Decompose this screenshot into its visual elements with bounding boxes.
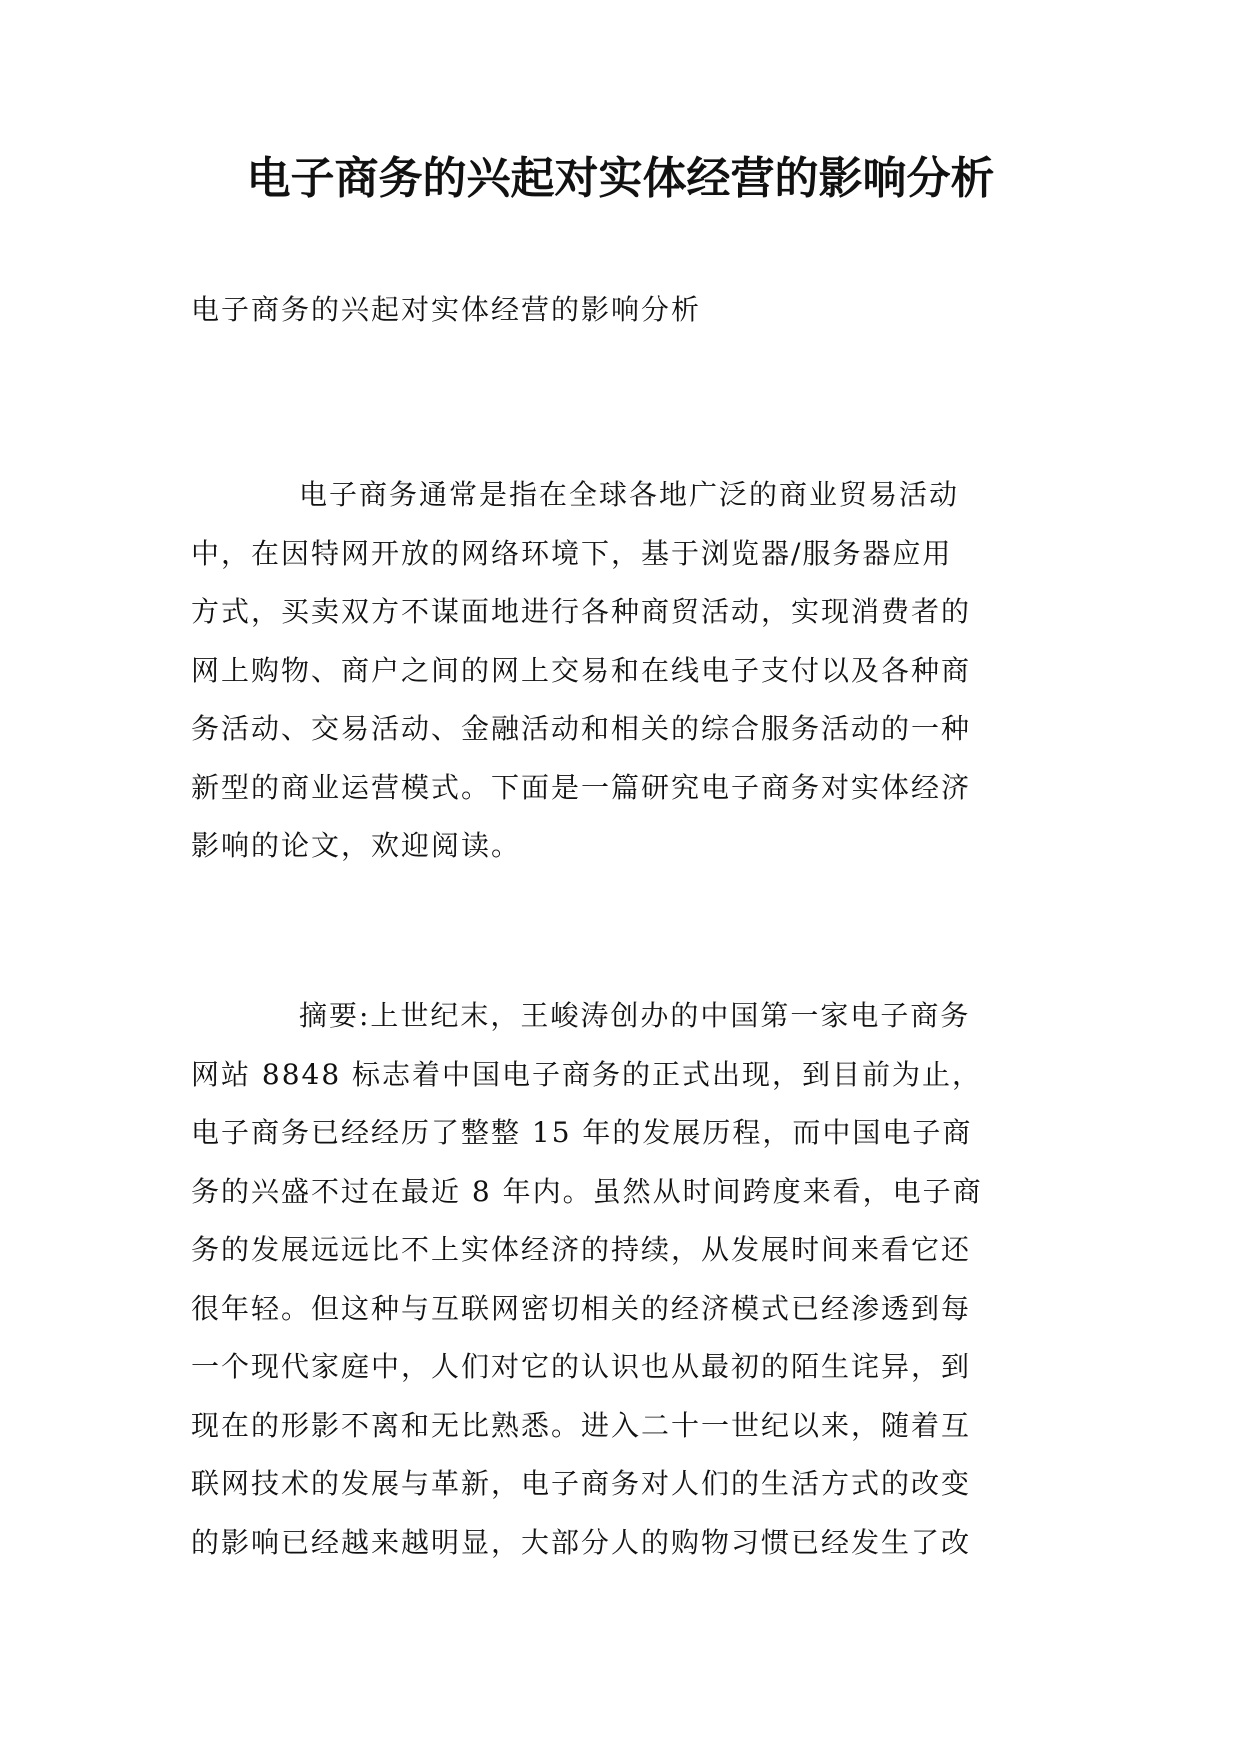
paragraph-line: 的影响已经越来越明显，大部分人的购物习惯已经发生了改 bbox=[191, 1525, 972, 1559]
paragraph-line: 现在的形影不离和无比熟悉。进入二十一世纪以来，随着互 bbox=[191, 1408, 972, 1442]
paragraph-line: 网上购物、商户之间的网上交易和在线电子支付以及各种商 bbox=[191, 653, 972, 687]
paragraph-line: 务的兴盛不过在最近 8 年内。虽然从时间跨度来看，电子商 bbox=[191, 1174, 983, 1208]
paragraph-line: 摘要:上世纪末，王峻涛创办的中国第一家电子商务 bbox=[299, 999, 971, 1032]
paragraph-line: 电子商务已经经历了整整 15 年的发展历程，而中国电子商 bbox=[191, 1116, 973, 1149]
paragraph-line: 影响的论文，欢迎阅读。 bbox=[191, 829, 522, 862]
paragraph-line: 网站 8848 标志着中国电子商务的正式出现，到目前为止， bbox=[191, 1057, 983, 1091]
paragraph-line: 新型的商业运营模式。下面是一篇研究电子商务对实体经济 bbox=[191, 770, 972, 804]
paragraph-line: 电子商务通常是指在全球各地广泛的商业贸易活动 bbox=[299, 478, 960, 511]
intro-paragraph bbox=[191, 466, 1057, 876]
document-title: 电子商务的兴起对实体经营的影响分析 bbox=[246, 153, 995, 204]
paragraph-line: 方式，买卖双方不谋面地进行各种商贸活动，实现消费者的 bbox=[191, 595, 972, 628]
paragraph-line: 很年轻。但这种与互联网密切相关的经济模式已经渗透到每 bbox=[191, 1291, 972, 1325]
paragraph-line: 务的发展远远比不上实体经济的持续，从发展时间来看它还 bbox=[191, 1233, 972, 1266]
abstract-paragraph bbox=[191, 987, 1057, 1572]
paragraph-line: 中，在因特网开放的网络环境下，基于浏览器/服务器应用 bbox=[191, 536, 953, 570]
paragraph-line: 联网技术的发展与革新，电子商务对人们的生活方式的改变 bbox=[191, 1467, 972, 1500]
paragraph-line: 一个现代家庭中，人们对它的认识也从最初的陌生诧异，到 bbox=[191, 1350, 972, 1383]
document-subtitle: 电子商务的兴起对实体经营的影响分析 bbox=[191, 293, 702, 326]
paragraph-line: 务活动、交易活动、金融活动和相关的综合服务活动的一种 bbox=[191, 712, 972, 745]
